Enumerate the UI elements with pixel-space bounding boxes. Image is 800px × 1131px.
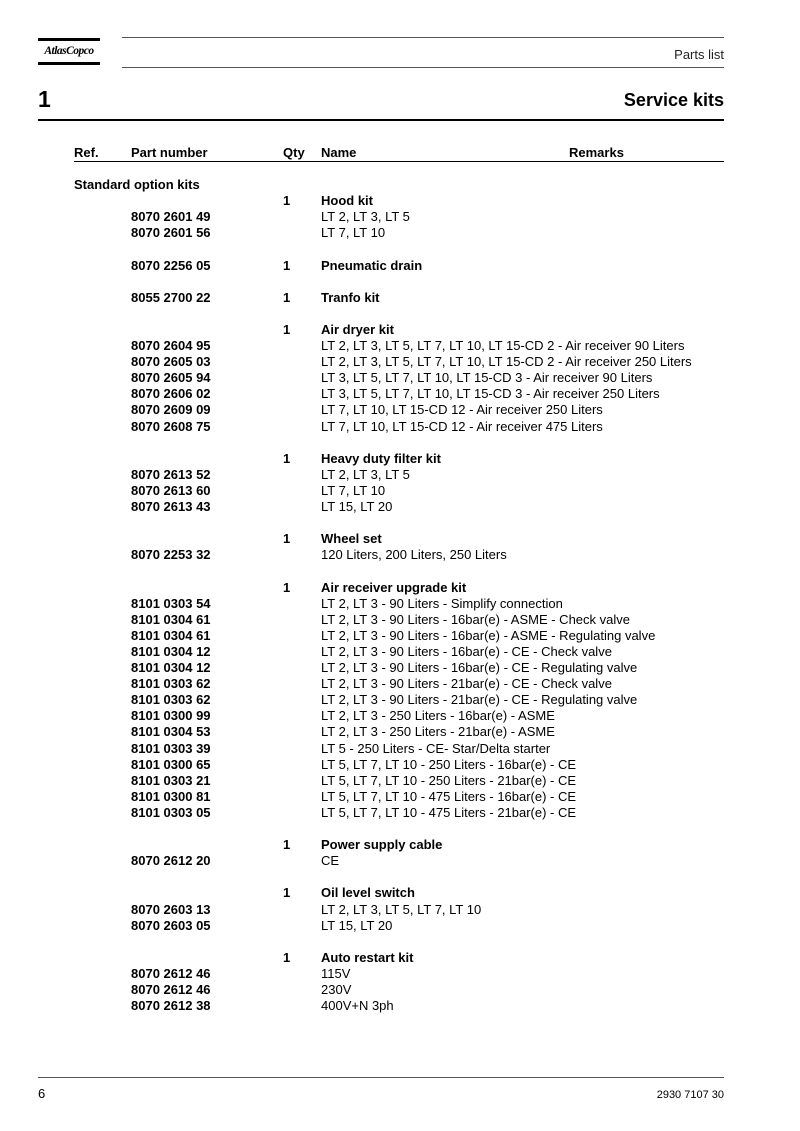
table-row <box>0 402 800 418</box>
part-number: 8070 2256 05 <box>131 257 211 273</box>
table-row <box>0 918 800 934</box>
part-number: 8101 0304 53 <box>131 724 211 740</box>
remark-text: 120 Liters, 200 Liters, 250 Liters <box>321 547 507 563</box>
table-row <box>0 563 800 579</box>
table-row <box>0 274 800 290</box>
part-number: 8101 0304 61 <box>131 611 211 627</box>
kit-name: Wheel set <box>321 531 382 547</box>
part-number: 8101 0303 62 <box>131 692 211 708</box>
table-row <box>0 209 800 225</box>
part-number: 8070 2603 13 <box>131 901 211 917</box>
quantity: 1 <box>283 289 291 305</box>
remark-text: 400V+N 3ph <box>321 998 394 1014</box>
section-number: 1 <box>38 86 51 112</box>
table-row <box>0 853 800 869</box>
part-number: 8070 2253 32 <box>131 547 211 563</box>
part-number: 8070 2601 56 <box>131 225 211 241</box>
kit-name: Air receiver upgrade kit <box>321 579 467 595</box>
remark-text: LT 2, LT 3 - 90 Liters - 16bar(e) - ASME - Regulating valve <box>321 627 656 643</box>
column-header-remarks: Remarks <box>569 145 624 160</box>
quantity: 1 <box>283 321 291 337</box>
page-number: 6 <box>38 1086 46 1101</box>
table-row <box>0 177 800 193</box>
remark-text: LT 7, LT 10, LT 15-CD 12 - Air receiver 250 Liters <box>321 402 603 418</box>
remark-text: LT 2, LT 3, LT 5 <box>321 209 410 225</box>
part-number: 8101 0300 99 <box>131 708 211 724</box>
footer-rule <box>38 1077 724 1078</box>
part-number: 8070 2613 52 <box>131 466 211 482</box>
table-row <box>0 370 800 386</box>
quantity: 1 <box>283 531 291 547</box>
remark-text: LT 7, LT 10, LT 15-CD 12 - Air receiver 475 Liters <box>321 418 603 434</box>
table-row <box>0 821 800 837</box>
table-row <box>0 241 800 257</box>
remark-text: CE <box>321 853 340 869</box>
table-row <box>0 193 800 209</box>
table-row <box>0 612 800 628</box>
remark-text: LT 2, LT 3, LT 5, LT 7, LT 10 <box>321 901 482 917</box>
table-row <box>0 692 800 708</box>
table-row <box>0 322 800 338</box>
table-row <box>0 628 800 644</box>
document-type: Parts list <box>674 47 724 62</box>
table-row <box>0 934 800 950</box>
table-row <box>0 805 800 821</box>
quantity: 1 <box>283 257 291 273</box>
table-row <box>0 306 800 322</box>
kit-name: Air dryer kit <box>321 321 394 337</box>
remark-text: LT 5 - 250 Liters - CE- Star/Delta starter <box>321 740 551 756</box>
part-number: 8070 2606 02 <box>131 386 211 402</box>
remark-text: LT 2, LT 3, LT 5, LT 7, LT 10, LT 15-CD 2 - Air receiver 250 Liters <box>321 354 692 370</box>
remark-text: LT 15, LT 20 <box>321 917 393 933</box>
table-row <box>0 386 800 402</box>
table-row <box>0 869 800 885</box>
table-row <box>0 596 800 612</box>
remark-text: 230V <box>321 982 352 997</box>
part-number: 8070 2612 46 <box>131 965 211 981</box>
table-row <box>0 773 800 789</box>
kit-name: Hood kit <box>321 193 373 209</box>
quantity: 1 <box>283 885 291 901</box>
table-row <box>0 966 800 982</box>
table-row <box>0 789 800 805</box>
kit-name: Oil level switch <box>321 885 415 901</box>
part-number: 8070 2613 60 <box>131 482 211 498</box>
remark-text: LT 3, LT 5, LT 7, LT 10, LT 15-CD 3 - Air receiver 90 Liters <box>321 370 653 386</box>
remark-text: LT 2, LT 3 - 250 Liters - 16bar(e) - ASME <box>321 708 555 724</box>
table-row <box>0 290 800 306</box>
table-row <box>0 741 800 757</box>
remark-text: LT 7, LT 10 <box>321 482 386 498</box>
table-row <box>0 757 800 773</box>
remark-text: LT 2, LT 3 - 250 Liters - 21bar(e) - ASME <box>321 724 555 740</box>
part-number: 8101 0304 12 <box>131 660 211 675</box>
table-row <box>0 354 800 370</box>
logo-bottom-bar <box>38 62 100 65</box>
remark-text: LT 5, LT 7, LT 10 - 250 Liters - 21bar(e) - CE <box>321 772 577 788</box>
table-row <box>0 419 800 435</box>
remark-text: LT 7, LT 10 <box>321 225 386 241</box>
part-number: 8101 0303 05 <box>131 804 211 820</box>
remark-text: LT 2, LT 3 - 90 Liters - Simplify connection <box>321 595 563 611</box>
table-row <box>0 451 800 467</box>
group-label: Standard option kits <box>74 177 200 192</box>
remark-text: LT 5, LT 7, LT 10 - 250 Liters - 16bar(e) - CE <box>321 756 577 772</box>
part-number: 8070 2605 03 <box>131 354 211 370</box>
part-number: 8070 2603 05 <box>131 917 211 933</box>
remark-text: LT 2, LT 3, LT 5 <box>321 466 410 482</box>
part-number: 8070 2608 75 <box>131 418 211 434</box>
part-number: 8070 2612 38 <box>131 998 211 1014</box>
quantity: 1 <box>283 579 291 595</box>
part-number: 8070 2609 09 <box>131 402 211 418</box>
part-number: 8101 0303 62 <box>131 676 211 692</box>
remark-text: 115V <box>321 965 351 981</box>
kit-name: Power supply cable <box>321 837 443 853</box>
table-row <box>0 515 800 531</box>
quantity: 1 <box>283 450 291 466</box>
part-number: 8070 2604 95 <box>131 338 211 353</box>
table-row <box>0 982 800 998</box>
table-row <box>0 644 800 660</box>
part-number: 8070 2605 94 <box>131 370 211 386</box>
table-row <box>0 950 800 966</box>
remark-text: LT 5, LT 7, LT 10 - 475 Liters - 16bar(e) - CE <box>321 788 577 804</box>
table-row <box>0 708 800 724</box>
table-row <box>0 531 800 547</box>
table-header-rule <box>74 161 724 162</box>
table-row <box>0 660 800 676</box>
header-bottom-rule <box>122 67 724 68</box>
column-header-part-number: Part number <box>131 145 208 160</box>
remark-text: LT 2, LT 3, LT 5, LT 7, LT 10, LT 15-CD 2 - Air receiver 90 Liters <box>321 338 685 353</box>
part-number: 8055 2700 22 <box>131 289 211 305</box>
part-number: 8070 2612 20 <box>131 853 211 869</box>
part-number: 8101 0300 65 <box>131 756 211 772</box>
table-row <box>0 902 800 918</box>
quantity: 1 <box>283 193 291 209</box>
part-number: 8101 0303 39 <box>131 740 211 756</box>
quantity: 1 <box>283 949 291 965</box>
table-row <box>0 676 800 692</box>
column-header-name: Name <box>321 145 357 160</box>
logo-top-bar <box>38 38 100 41</box>
part-number: 8101 0303 54 <box>131 595 211 611</box>
table-row <box>0 225 800 241</box>
part-number: 8101 0300 81 <box>131 788 211 804</box>
part-number: 8070 2612 46 <box>131 982 211 997</box>
remark-text: LT 2, LT 3 - 90 Liters - 16bar(e) - ASME - Check valve <box>321 611 630 627</box>
table-row <box>0 483 800 499</box>
column-header-ref: Ref. <box>74 145 99 160</box>
kit-name: Tranfo kit <box>321 289 380 305</box>
logo-text: AtlasCopco <box>44 45 94 57</box>
remark-text: LT 15, LT 20 <box>321 499 393 514</box>
part-number: 8101 0304 12 <box>131 643 211 659</box>
table-row <box>0 499 800 515</box>
table-row <box>0 724 800 740</box>
table-row <box>0 258 800 274</box>
kit-name: Heavy duty filter kit <box>321 450 441 466</box>
remark-text: LT 5, LT 7, LT 10 - 475 Liters - 21bar(e) - CE <box>321 804 577 820</box>
remark-text: LT 2, LT 3 - 90 Liters - 21bar(e) - CE - Check valve <box>321 676 612 692</box>
part-number: 8101 0303 21 <box>131 772 211 788</box>
table-row <box>0 435 800 451</box>
kit-name: Auto restart kit <box>321 949 414 965</box>
table-row <box>0 885 800 901</box>
quantity: 1 <box>283 837 291 853</box>
table-row <box>0 338 800 354</box>
part-number: 8101 0304 61 <box>131 627 211 643</box>
section-rule <box>38 119 724 121</box>
remark-text: LT 2, LT 3 - 90 Liters - 16bar(e) - CE - Check valve <box>321 643 612 659</box>
table-row <box>0 837 800 853</box>
table-row <box>0 467 800 483</box>
remark-text: LT 2, LT 3 - 90 Liters - 16bar(e) - CE - Regulating valve <box>321 660 638 675</box>
document-number: 2930 7107 30 <box>656 1089 724 1101</box>
part-number: 8070 2613 43 <box>131 499 211 514</box>
table-row <box>0 580 800 596</box>
table-row <box>0 547 800 563</box>
remark-text: LT 2, LT 3 - 90 Liters - 21bar(e) - CE - Regulating valve <box>321 692 638 708</box>
kit-name: Pneumatic drain <box>321 257 423 273</box>
remark-text: LT 3, LT 5, LT 7, LT 10, LT 15-CD 3 - Air receiver 250 Liters <box>321 386 660 402</box>
part-number: 8070 2601 49 <box>131 209 211 225</box>
column-header-qty: Qty <box>283 145 305 160</box>
section-title: Service kits <box>623 90 724 110</box>
table-row <box>0 998 800 1014</box>
atlas-copco-logo <box>38 38 100 66</box>
header-top-rule <box>122 37 724 38</box>
